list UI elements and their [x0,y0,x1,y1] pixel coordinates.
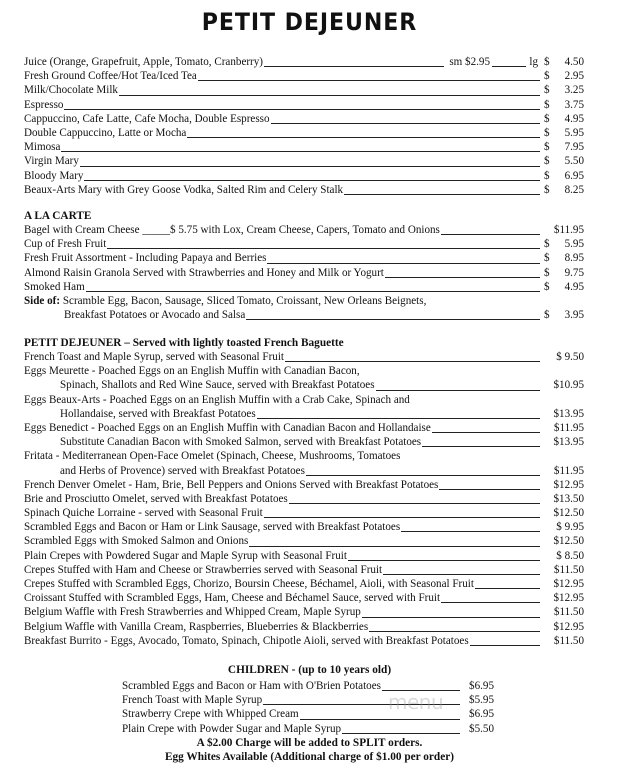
menu-item: Breakfast Potatoes or Avocado and Salsa $ 3.95 [24,308,584,322]
item-price: 7.95 [564,141,584,154]
children-heading: CHILDREN - (up to 10 years old) [227,664,392,676]
item-description: Plain Crepe with Powder Sugar and Maple Syrup [122,722,342,735]
item-description: French Denver Omelet - Ham, Brie, Bell Peppers and Onions Served with Breakfast Potatoes [24,478,439,491]
item-description: Virgin Mary [24,155,79,168]
menu-item [24,520,584,534]
petit-dejeuner-section [24,336,584,648]
side-label: Side of: [24,294,61,307]
menu-item: Mimosa $ 7.95 [24,141,584,154]
menu-item-cont [24,464,584,478]
item-description: Hollandaise, served with Breakfast Potatoes [24,407,257,421]
item-description: Scrambled Eggs with Smoked Salmon and Onions [24,535,249,548]
menu-item [24,393,584,407]
item-price: $ 9.50 [556,351,584,363]
item-price: $12.95 [553,578,584,590]
item-description: Cup of Fresh Fruit [24,238,107,251]
menu-item: Beaux-Arts Mary with Grey Goose Vodka, Salted Rim and Celery Stalk $ 8.25 [24,183,584,196]
item-price: 3.75 [564,98,584,111]
item-description: Eggs Meurette - Poached Eggs on an English Muffin with Canadian Bacon, [24,365,360,378]
menu-item: Juice (Orange, Grapefruit, Apple, Tomato, Cranberry) sm $2.95 lg $ 4.50 [24,56,584,68]
menu-item [24,364,584,378]
watermark-logo: menu [388,690,444,714]
item-price: 2.95 [564,70,584,83]
item-description: Beaux-Arts Mary with Grey Goose Vodka, Salted Rim and Celery Stalk [24,183,344,196]
menu-item [24,506,584,520]
item-price: 8.25 [564,183,584,196]
item-price: $13.50 [553,492,584,505]
item-price: $11.50 [553,606,584,619]
menu-item [24,478,584,492]
item-price: $ 9.95 [556,521,584,534]
page-title: PETIT DEJEUNER [201,8,418,36]
item-description: Belgium Waffle with Fresh Strawberries and Whipped Cream, Maple Syrup [24,606,361,619]
item-large-label: lg [529,56,538,68]
menu-item: Fresh Ground Coffee/Hot Tea/Iced Tea $ 2.95 [24,70,584,83]
item-description: Milk/Chocolate Milk [24,84,118,97]
menu-item [24,577,584,591]
item-description: Cappuccino, Cafe Latte, Cafe Mocha, Double Espresso [24,112,270,125]
item-price: 4.50 [564,56,584,68]
menu-item: Espresso $ 3.75 [24,98,584,111]
item-description: Bloody Mary [24,169,84,182]
item-price: $12.95 [553,478,584,491]
item-description: and Herbs of Provence) served with Breakfast Potatoes [24,464,306,478]
item-description: French Toast with Maple Syrup [122,694,263,707]
item-description: Eggs Benedict - Poached Eggs on an English Muffin with Canadian Bacon and Hollandaise [24,421,431,434]
menu-item [24,591,584,605]
item-price: 4.95 [564,280,584,293]
item-description: Espresso [24,98,64,111]
item-price: 4.95 [564,112,584,125]
item-description: Fresh Fruit Assortment - Including Papaya and Berries [24,252,267,265]
item-description: Almond Raisin Granola Served with Strawberries and Honey and Milk or Yogurt [24,266,384,279]
item-price: $5.50 [469,722,494,735]
item-price: $12.50 [553,507,584,520]
item-description: Croissant Stuffed with Scrambled Eggs, Ham, Cheese and Béchamel Sauce, served with Fruit [24,592,441,605]
item-description: Mimosa [24,141,61,154]
item-price: 6.95 [564,169,584,182]
item-description: Plain Crepes with Powdered Sugar and Maple Syrup with Seasonal Fruit [24,549,347,562]
menu-item [24,563,584,577]
item-price: $11.95 [553,464,584,477]
item-price: 9.75 [564,266,584,279]
item-description: Fresh Ground Coffee/Hot Tea/Iced Tea [24,70,197,83]
menu-item [24,605,584,619]
item-price: $5.95 [469,694,494,707]
menu-item: Milk/Chocolate Milk $ 3.25 [24,84,584,97]
item-description: Bagel with Cream Cheese _____$ 5.75 with Lox, Cream Cheese, Capers, Tomato and Onions [24,224,440,236]
side-options: Scramble Egg, Bacon, Sausage, Sliced Tomato, Croissant, New Orleans Beignets, [62,294,427,307]
item-description: Spinach, Shallots and Red Wine Sauce, served with Breakfast Potatoes [24,378,376,392]
split-order-note: A $2.00 Charge will be added to SPLIT orders. [196,737,423,749]
item-price: $ 8.50 [556,549,584,562]
item-price: 5.95 [564,238,584,251]
item-description: Substitute Canadian Bacon with Smoked Salmon, served with Breakfast Potatoes [24,435,422,449]
item-price: 3.25 [564,84,584,97]
menu-item [24,350,584,364]
menu-item [24,421,584,435]
menu-item-cont [24,407,584,421]
a-la-carte-section [24,209,584,322]
menu-item: Virgin Mary $ 5.50 [24,155,584,168]
menu-item [24,620,584,634]
section-heading: A LA CARTE [24,210,92,222]
item-description: Smoked Ham [24,280,85,293]
item-description: Fritata - Mediterranean Open-Face Omelet (Spinach, Cheese, Mushrooms, Tomatoes [24,450,401,463]
item-price: 5.50 [564,155,584,168]
menu-item [24,492,584,506]
item-description: Crepes Stuffed with Scrambled Eggs, Chorizo, Boursin Cheese, Béchamel, Aioli, with Seasonal Fruit [24,578,474,590]
menu-item [24,449,584,463]
item-description: Strawberry Crepe with Whipped Cream [122,708,299,721]
item-description: Double Cappuccino, Latte or Mocha [24,126,187,139]
item-price: $11.95 [553,421,584,434]
menu-item [122,722,494,736]
menu-item-cont [24,378,584,392]
menu-item: Double Cappuccino, Latte or Mocha $ 5.95 [24,126,584,139]
menu-item [24,534,584,548]
item-price: $12.95 [553,620,584,633]
egg-whites-note: Egg Whites Available (Additional charge of $1.00 per order) [164,751,454,763]
menu-item: Cup of Fresh Fruit $ 5.95 [24,238,584,251]
menu-item: Bloody Mary $ 6.95 [24,169,584,182]
item-description: Juice (Orange, Grapefruit, Apple, Tomato, Cranberry) [24,56,263,68]
item-description: Belgium Waffle with Vanilla Cream, Raspberries, Blueberries & Blackberries [24,620,369,633]
item-price: $13.95 [553,436,584,449]
menu-item [24,223,584,237]
item-description: Spinach Quiche Lorraine - served with Seasonal Fruit [24,507,263,520]
side-options-cont: Breakfast Potatoes or Avocado and Salsa [24,308,246,322]
item-price: $13.95 [553,407,584,420]
item-price: $12.50 [553,535,584,548]
item-description: Crepes Stuffed with Ham and Cheese or Strawberries served with Seasonal Fruit [24,563,383,576]
item-description: Scrambled Eggs and Bacon or Ham or Link Sausage, served with Breakfast Potatoes [24,521,401,534]
item-small-price: sm $2.95 [449,56,490,68]
side-of-line [24,294,584,308]
item-price: 8.95 [564,252,584,265]
item-price: 5.95 [564,126,584,139]
beverages-section [24,55,584,197]
menu-item: Smoked Ham $ 4.95 [24,280,584,293]
item-description: Breakfast Burrito - Eggs, Avocado, Tomato, Spinach, Chipotle Aioli, served with Breakfast Potatoes [24,634,469,647]
item-description: Scrambled Eggs and Bacon or Ham with O'Brien Potatoes [122,680,381,692]
menu-item [24,634,584,648]
item-price: $11.50 [553,563,584,576]
item-price: $10.95 [553,379,584,392]
section-heading: PETIT DEJEUNER – Served with lightly toasted French Baguette [24,337,344,349]
menu-item: Almond Raisin Granola Served with Strawberries and Honey and Milk or Yogurt $ 9.75 [24,266,584,279]
item-price: $12.95 [553,592,584,605]
menu-item [24,549,584,563]
item-price: $6.95 [469,708,494,721]
item-price: $11.95 [553,224,584,236]
menu-item: Cappuccino, Cafe Latte, Cafe Mocha, Double Espresso $ 4.95 [24,112,584,125]
item-description: Eggs Beaux-Arts - Poached Eggs on an English Muffin with a Crab Cake, Spinach and [24,393,410,406]
item-price: $6.95 [469,680,494,692]
item-description: French Toast and Maple Syrup, served with Seasonal Fruit [24,351,284,363]
item-price: $11.50 [553,634,584,647]
item-description: Brie and Prosciutto Omelet, served with Breakfast Potatoes [24,492,288,505]
menu-item [24,435,584,449]
menu-item: Fresh Fruit Assortment - Including Papaya and Berries $ 8.95 [24,252,584,265]
item-price: 3.95 [564,309,584,322]
